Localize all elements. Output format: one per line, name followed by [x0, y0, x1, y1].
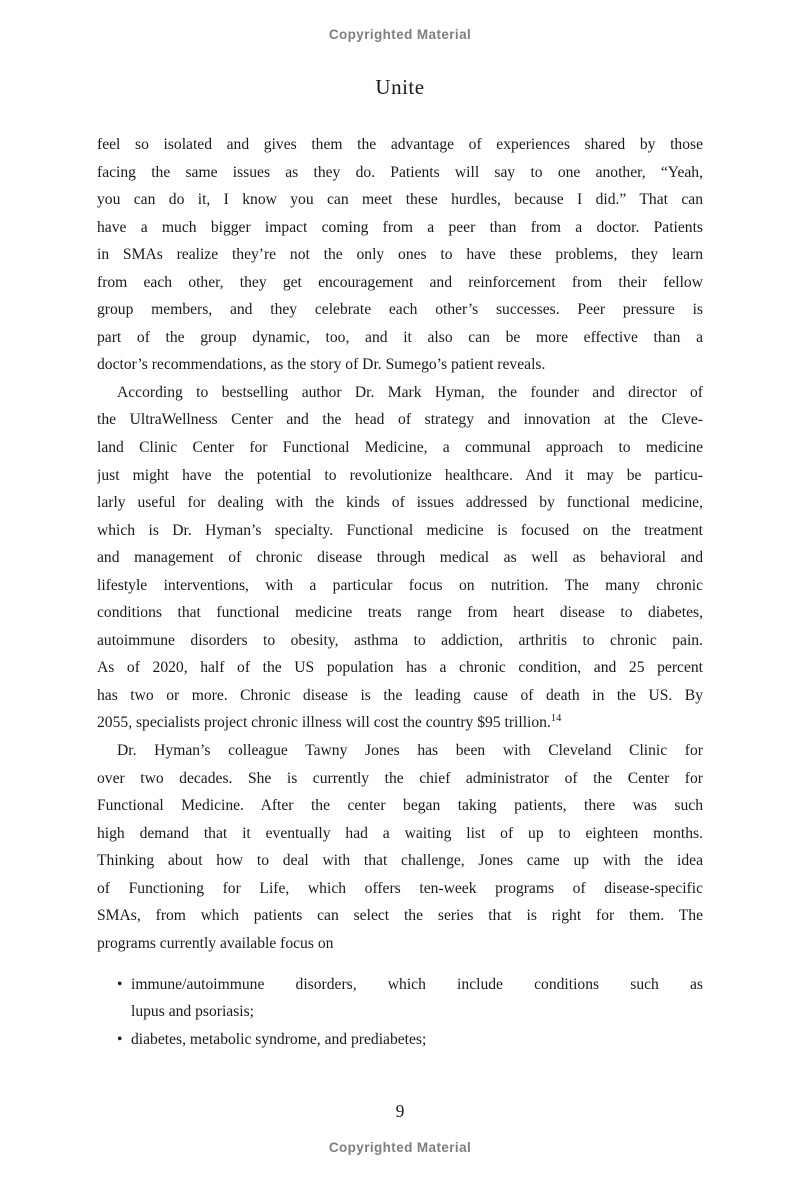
text-line-content: of Functioning for Life, which offers ten-week programs of disease-specific — [97, 879, 703, 897]
text-line-content: just might have the potential to revolutionize healthcare. And it may be particu- — [97, 466, 703, 484]
body-text — [97, 131, 703, 1054]
text-line-content: doctor’s recommendations, as the story of Dr. Sumego’s patient reveals. — [97, 356, 546, 374]
text-line-content: have a much bigger impact coming from a peer than from a doctor. Patients — [97, 218, 703, 236]
list-item-text: immune/autoimmune disorders, which include conditions such as — [131, 975, 703, 993]
text-line-content: larly useful for dealing with the kinds of issues addressed by functional medicine, — [97, 494, 703, 512]
text-line-content: you can do it, I know you can meet these hurdles, because I did.” That can — [97, 191, 703, 209]
list-item — [97, 1026, 703, 1054]
text-line-content: facing the same issues as they do. Patients will say to one another, “Yeah, — [97, 163, 703, 181]
text-line — [97, 572, 703, 600]
text-line — [97, 627, 703, 655]
text-line-content: SMAs, from which patients can select the series that is right for them. The — [97, 907, 703, 925]
text-line-content: and management of chronic disease through medical as well as behavioral and — [97, 549, 703, 567]
text-line — [97, 269, 703, 297]
text-line — [97, 875, 703, 903]
text-line — [97, 379, 703, 407]
paragraph — [97, 379, 703, 737]
text-line — [97, 544, 703, 572]
text-line — [97, 517, 703, 545]
text-line-content: part of the group dynamic, too, and it also can be more effective than a — [97, 328, 703, 346]
bullet-list — [97, 971, 703, 1054]
text-line — [97, 820, 703, 848]
text-line-content: 2055, specialists project chronic illness will cost the country $95 trillion. — [97, 714, 551, 732]
text-line — [97, 654, 703, 682]
text-line-content: has two or more. Chronic disease is the leading cause of death in the US. By — [97, 686, 703, 704]
text-line-content: According to bestselling author Dr. Mark Hyman, the founder and director of — [117, 383, 703, 401]
text-line-content: land Clinic Center for Functional Medicine, a communal approach to medicine — [97, 439, 703, 457]
text-line — [97, 214, 703, 242]
text-line — [97, 847, 703, 875]
text-line — [97, 296, 703, 324]
list-item — [97, 971, 703, 999]
bullet-icon: • — [117, 1031, 123, 1048]
text-line-content: conditions that functional medicine treats range from heart disease to diabetes, — [97, 604, 703, 622]
text-line — [97, 434, 703, 462]
text-line-content: programs currently available focus on — [97, 934, 334, 952]
text-line — [97, 682, 703, 710]
list-item-text: lupus and psoriasis; — [131, 1003, 255, 1021]
copyright-notice-top: Copyrighted Material — [328, 27, 472, 42]
paragraph — [97, 131, 703, 379]
text-line — [97, 406, 703, 434]
text-line-content: in SMAs realize they’re not the only ones to have these problems, they learn — [97, 246, 703, 264]
text-line — [97, 765, 703, 793]
text-line-content: over two decades. She is currently the chief administrator of the Center for — [97, 769, 703, 787]
text-line-content: autoimmune disorders to obesity, asthma to addiction, arthritis to chronic pain. — [97, 631, 703, 649]
text-line — [97, 737, 703, 765]
text-line — [97, 351, 703, 379]
text-line-content: from each other, they get encouragement and reinforcement from their fellow — [97, 273, 703, 291]
chapter-title: Unite — [375, 75, 425, 99]
text-line — [97, 159, 703, 187]
text-line — [97, 241, 703, 269]
text-line-content: group members, and they celebrate each other’s successes. Peer pressure is — [97, 301, 703, 319]
text-line — [97, 902, 703, 930]
text-line — [97, 792, 703, 820]
footnote-reference: 14 — [550, 713, 562, 725]
text-line — [97, 599, 703, 627]
text-line — [97, 462, 703, 490]
text-line — [97, 131, 703, 159]
text-line-content: the UltraWellness Center and the head of strategy and innovation at the Cleve- — [97, 411, 703, 429]
copyright-notice-bottom: Copyrighted Material — [328, 1140, 472, 1155]
text-line — [97, 324, 703, 352]
page-number: 9 — [395, 1101, 405, 1121]
text-line-content: As of 2020, half of the US population has a chronic condition, and 25 percent — [97, 659, 703, 677]
text-line — [97, 489, 703, 517]
text-line-content: feel so isolated and gives them the advantage of experiences shared by those — [97, 136, 703, 153]
text-line — [97, 930, 703, 958]
text-line-content: Dr. Hyman’s colleague Tawny Jones has been with Cleveland Clinic for — [117, 742, 703, 760]
text-line-content: Functional Medicine. After the center began taking patients, there was such — [97, 797, 703, 815]
paragraph — [97, 737, 703, 957]
text-line — [97, 186, 703, 214]
text-line-content: high demand that it eventually had a waiting list of up to eighteen months. — [97, 824, 703, 842]
list-item-continuation — [97, 998, 703, 1026]
text-line — [97, 709, 703, 737]
text-line-content: Thinking about how to deal with that challenge, Jones came up with the idea — [97, 852, 703, 870]
bullet-icon: • — [117, 975, 123, 993]
list-item-text: diabetes, metabolic syndrome, and prediabetes; — [131, 1031, 427, 1048]
text-line-content: lifestyle interventions, with a particular focus on nutrition. The many chronic — [97, 576, 703, 594]
text-line-content: which is Dr. Hyman’s specialty. Functional medicine is focused on the treatment — [97, 521, 703, 539]
